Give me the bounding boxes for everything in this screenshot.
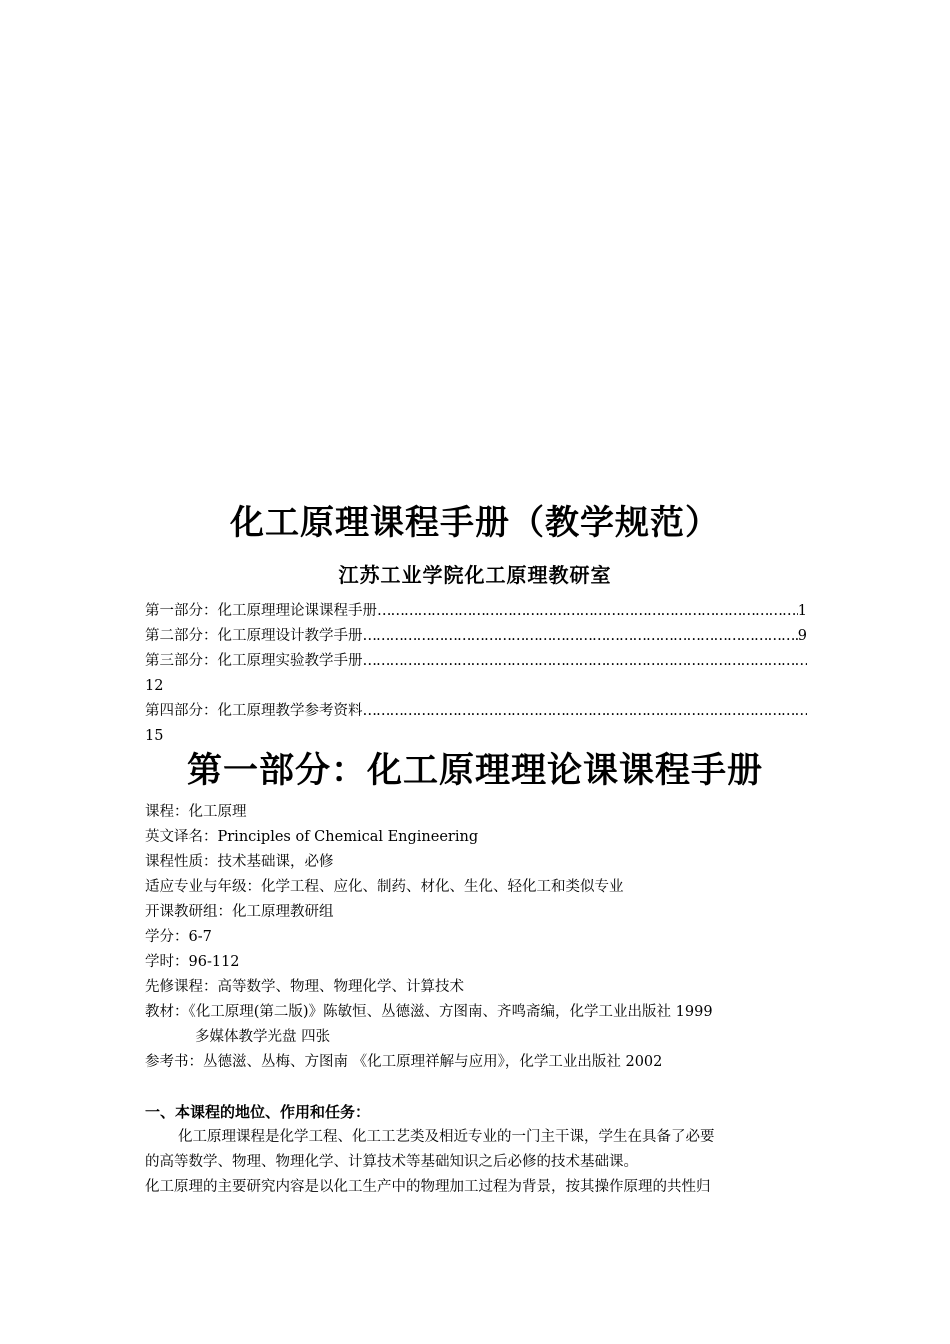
textbook: 教材：《化工原理(第二版)》陈敏恒、丛德滋、方图南、齐鸣斋编，化学工业出版社 1999	[145, 1004, 713, 1020]
part-one-title: 第一部分：化工原理理论课课程手册	[186, 751, 763, 791]
credits: 学分：6-7	[145, 929, 212, 945]
toc-entry-page: 12	[145, 678, 164, 694]
reference-book: 参考书：丛德滋、丛梅、方图南 《化工原理祥解与应用》，化学工业出版社 2002	[145, 1054, 663, 1070]
course-nature: 课程性质：技术基础课，必修	[145, 854, 334, 870]
english-name: 英文译名：Principles of Chemical Engineering	[145, 829, 479, 845]
teaching-group: 开课教研组：化工原理教研组	[145, 904, 334, 920]
toc-entry-page: 1	[797, 603, 807, 619]
toc-leader-dots	[363, 649, 808, 674]
paragraph-line: 化工原理课程是化学工程、化工工艺类及相近专业的一门主干课，学生在具备了必要	[178, 1129, 715, 1145]
class-hours: 学时：96-112	[145, 954, 240, 970]
toc-leader-dots	[377, 599, 798, 624]
toc-entry-1[interactable]	[145, 599, 807, 624]
toc-entry-3[interactable]	[145, 649, 807, 674]
toc-entry-label: 第四部分：化工原理教学参考资料	[145, 703, 363, 719]
course-name: 课程：化工原理	[145, 804, 247, 820]
toc-entry-label: 第一部分：化工原理理论课课程手册	[145, 603, 377, 619]
prerequisites: 先修课程：高等数学、物理、物理化学、计算技术	[145, 979, 464, 995]
document-title: 化工原理课程手册（教学规范）	[230, 503, 720, 543]
paragraph-line: 的高等数学、物理、物理化学、计算技术等基础知识之后必修的技术基础课。	[145, 1154, 638, 1170]
applicable-majors: 适应专业与年级：化学工程、应化、制药、材化、生化、轻化工和类似专业	[145, 879, 624, 895]
table-of-contents	[145, 599, 807, 749]
section-body	[145, 1125, 805, 1200]
toc-entry-page: 15	[145, 728, 164, 744]
toc-entry-label: 第三部分：化工原理实验教学手册	[145, 653, 363, 669]
toc-entry-label: 第二部分：化工原理设计教学手册	[145, 628, 363, 644]
section-heading: 一、本课程的地位、作用和任务：	[145, 1103, 371, 1121]
toc-entry-2[interactable]	[145, 624, 807, 649]
textbook-extra: 多媒体教学光盘 四张	[195, 1029, 331, 1045]
toc-entry-4[interactable]	[145, 699, 807, 724]
toc-leader-dots	[363, 699, 808, 724]
paragraph-line: 化工原理的主要研究内容是以化工生产中的物理加工过程为背景，按其操作原理的共性归	[145, 1179, 711, 1195]
toc-entry-page: 9	[797, 628, 807, 644]
document-subtitle: 江苏工业学院化工原理教研室	[338, 563, 612, 587]
toc-leader-dots	[363, 624, 798, 649]
course-info	[145, 800, 815, 1075]
